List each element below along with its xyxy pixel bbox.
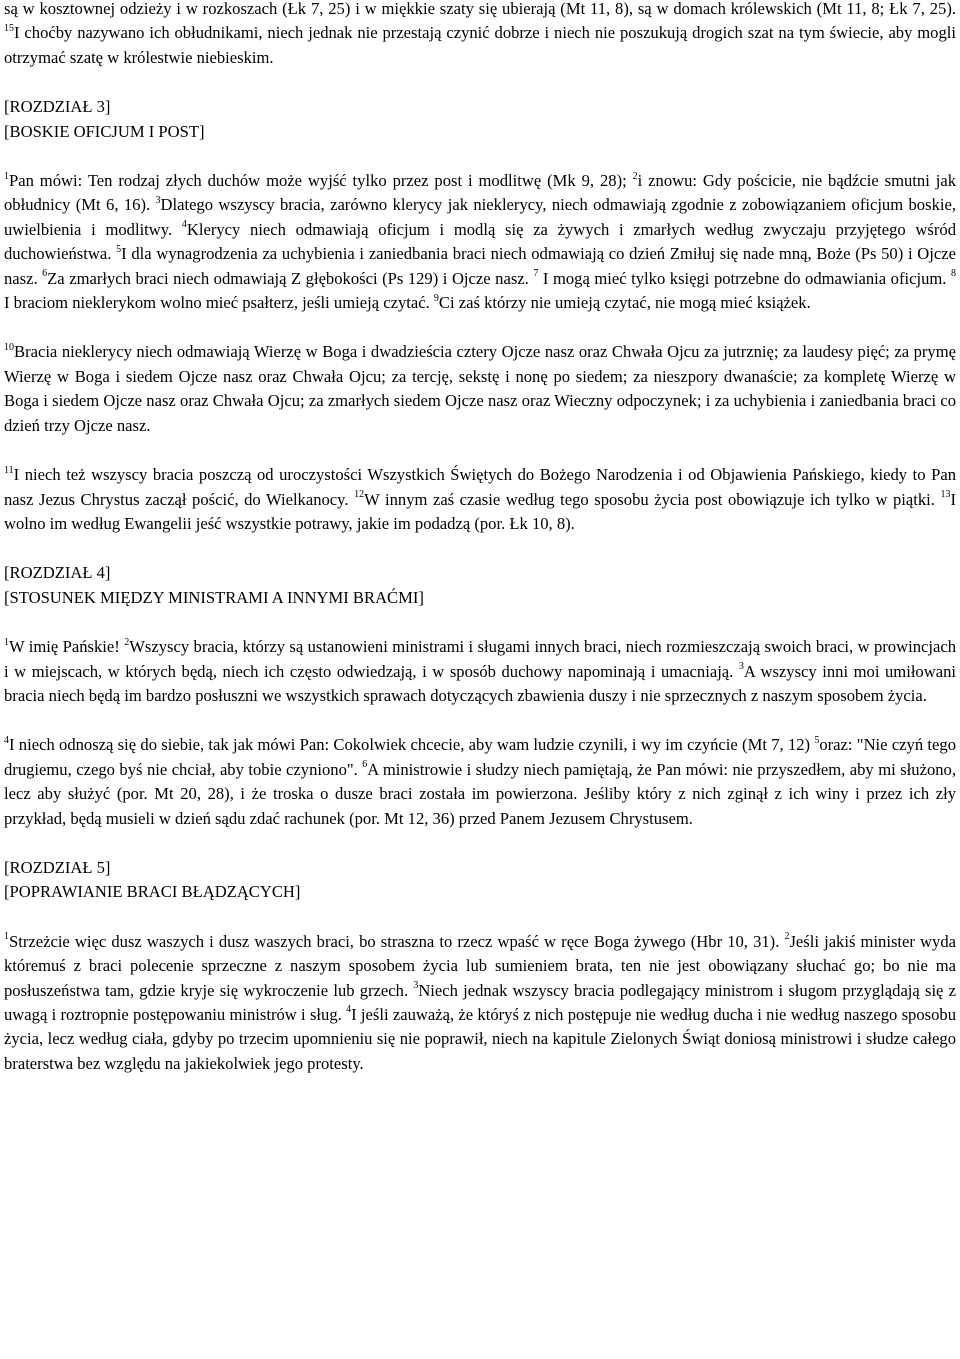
paragraph-intro <box>4 0 956 70</box>
verse-text: Niech jednak wszyscy bracia podlegający ministrom i sługom przyglądają się z uwagą i roztropnie postępowaniu ministrów i sług. <box>4 980 956 1024</box>
verse-number: 1 <box>4 170 9 182</box>
verse-number: 4 <box>181 219 187 231</box>
verse-text: Wszyscy bracia, którzy są ustanowieni ministrami i sługami innych braci, niech rozmieszczają swoich braci, w prowincjach i w miejscach, w których będą, niech ich często odwiedzają, i w sposób duchowy napominają i umacniają. <box>4 637 956 681</box>
spacer <box>4 831 956 856</box>
verse-number: 2 <box>632 170 638 182</box>
verse-text: W imię Pańskie! <box>9 637 125 657</box>
verse-number: 6 <box>362 759 368 771</box>
verse-text: A wszyscy inni moi umiłowani bracia niech będą im bardzo posłuszni we wszystkich sprawach dotyczących zbawienia duszy i nie sprzecznych z naszym sposobem życia. <box>4 661 956 705</box>
chapter-3-paragraph-2 <box>4 340 956 438</box>
verse-text: I mogą mieć tylko księgi potrzebne do odmawiania oficjum. <box>538 268 951 288</box>
spacer <box>4 438 956 463</box>
verse-number: 8 <box>950 268 956 280</box>
chapter-3-title: [BOSKIE OFICJUM I POST] <box>4 121 205 141</box>
spacer <box>4 144 956 169</box>
verse-number: 2 <box>784 931 790 943</box>
verse-number: 12 <box>354 488 365 500</box>
verse-number: 1 <box>4 636 9 648</box>
verse-text: I niech też wszyscy bracia poszczą od uroczystości Wszystkich Świętych do Bożego Narodzenia i od Objawienia Pańskiego, kiedy to Pan nasz Jezus Chrystus zaczął pościć, do Wielkanocy. <box>4 465 956 509</box>
verse-number: 3 <box>738 661 744 672</box>
verse-text: i znowu: Gdy pościcie, nie bądźcie smutni jak obłudnicy (Mt 6, 16). <box>4 171 957 215</box>
verse-text: Dlatego wszyscy bracia, zarówno klerycy jak nieklerycy, niech odmawiają zgodnie z zobowiązaniem oficjum boskie, uwielbienia i modlitwy. <box>4 195 956 239</box>
chapter-3-paragraph-1 <box>4 169 956 315</box>
verse-number: 4 <box>4 734 9 746</box>
verse-text: I choćby nazywano ich obłudnikami, niech jednak nie przestają czynić dobrze i niech nie poszukują drogich szat na tym świecie, aby mogli otrzymać szatę w królestwie niebieskim. <box>4 23 956 67</box>
spacer <box>4 610 956 635</box>
document-page <box>4 0 956 1076</box>
chapter-3-paragraph-3 <box>4 463 956 536</box>
verse-number: 5 <box>116 243 122 255</box>
verse-text: I wolno im według Ewangelii jeść wszystkie potrawy, jakie im podadzą (por. Łk 10, 8). <box>4 489 956 533</box>
chapter-3-number: [ROZDZIAŁ 3] <box>4 97 111 117</box>
verse-text: I niech odnoszą się do siebie, tak jak mówi Pan: Cokolwiek chcecie, aby wam ludzie czynili, i wy im czyńcie (Mt 7, 12) <box>9 735 815 755</box>
verse-number: 7 <box>533 268 539 280</box>
verse-number: 6 <box>42 268 48 280</box>
verse-number: 9 <box>433 292 439 304</box>
verse-text: są w kosztownej odzieży i w rozkoszach (Łk 7, 25) i w miękkie szaty się ubierają (Mt 11, 8), są w domach królewskich (Mt 11, 8; Łk 7, 25). <box>4 0 956 18</box>
verse-number: 1 <box>4 931 9 943</box>
verse-number: 5 <box>814 734 820 746</box>
chapter-4-paragraph-2 <box>4 733 956 831</box>
chapter-5-title: [POPRAWIANIE BRACI BŁĄDZĄCYCH] <box>4 882 301 902</box>
chapter-4-number: [ROZDZIAŁ 4] <box>4 563 111 583</box>
verse-text: W innym zaś czasie według tego sposobu życia post obowiązuje ich tylko w piątki. <box>364 489 941 509</box>
verse-text: I jeśli zauważą, że któryś z nich postępuje nie według ducha i nie według naszego sposobu życia, lecz według ciała, gdyby po trzecim upomnieniu się nie poprawił, niech na kapitule Zielonych Świąt doniosą ministrowi i słudze całego braterstwa bez względu na jakiekolwiek jego protesty. <box>4 1005 956 1073</box>
spacer <box>4 536 956 561</box>
verse-text: Klerycy niech odmawiają oficjum i modlą się za żywych i zmarłych według zwyczaju przyjętego wśród duchowieństwa. <box>4 219 956 264</box>
chapter-5-paragraph-1 <box>4 930 956 1076</box>
verse-number: 3 <box>413 980 419 992</box>
spacer <box>4 905 956 930</box>
verse-number: 10 <box>4 341 14 353</box>
verse-text: Ci zaś którzy nie umieją czytać, nie mogą mieć książek. <box>438 293 811 313</box>
verse-text: I dla wynagrodzenia za uchybienia i zaniedbania braci niech odmawiają co dzień Zmiłuj się nade mną, Boże (Ps 50) i Ojcze nasz. <box>4 244 956 288</box>
verse-number: 4 <box>346 1004 352 1016</box>
spacer <box>4 70 956 95</box>
verse-number: 15 <box>4 22 14 34</box>
verse-text: Jeśli jakiś minister wyda któremuś z braci polecenie sprzeczne z naszym sposobem życia lub sumieniem brata, ten nie jest obowiązany słuchać go; bo nie ma posłuszeństwa tam, gdzie kryje się wykroczenie lub grzech. <box>4 931 956 1000</box>
verse-number: 3 <box>155 194 161 206</box>
spacer <box>4 708 956 733</box>
verse-text: oraz: "Nie czyń tego drugiemu, czego byś nie chciał, aby tobie czyniono". <box>4 735 956 779</box>
chapter-5-number: [ROZDZIAŁ 5] <box>4 857 111 877</box>
verse-text: A ministrowie i słudzy niech pamiętają, że Pan mówi: nie przyszedłem, aby mi służono, lecz aby służyć (por. Mt 20, 28), i że troska o dusze braci została im powierzona. Jeśliby który z nich zginął z ich winy i przez ich zły przykład, będą musieli w dzień sądu zdać rachunek (por. Mt 12, 36) przed Panem Jezusem Chrystusem. <box>4 759 956 828</box>
chapter-4-title: [STOSUNEK MIĘDZY MINISTRAMI A INNYMI BRAĆMI] <box>4 587 424 607</box>
verse-text: Pan mówi: Ten rodzaj złych duchów może wyjść tylko przez post i modlitwę (Mk 9, 28); <box>9 171 633 191</box>
spacer <box>4 315 956 340</box>
verse-number: 2 <box>124 636 130 648</box>
verse-number: 11 <box>4 464 14 476</box>
verse-text: Strzeżcie więc dusz waszych i dusz waszych braci, bo straszna to rzecz wpaść w ręce Boga żywego (Hbr 10, 31). <box>9 931 785 951</box>
chapter-4-paragraph-1 <box>4 635 956 708</box>
verse-text: Bracia nieklerycy niech odmawiają Wierzę w Boga i dwadzieścia cztery Ojcze nasz oraz Chwała Ojcu za jutrznię; za laudesy pięć; za prymę Wierzę w Boga i siedem Ojcze nasz oraz Chwała Ojcu; za tercję, sekstę i nonę po siedem; za nieszpory dwanaście; za kompletę Wierzę w Boga i siedem Ojcze nasz oraz Chwała Ojcu; za zmarłych siedem Ojcze nasz oraz Wieczny odpoczynek; i za uchybienia i zaniedbania braci co dzień trzy Ojcze nasz. <box>4 342 956 435</box>
verse-text: I braciom nieklerykom wolno mieć psałterz, jeśli umieją czytać. <box>4 293 434 313</box>
verse-number: 13 <box>940 488 951 500</box>
verse-text: Za zmarłych braci niech odmawiają Z głębokości (Ps 129) i Ojcze nasz. <box>47 268 534 288</box>
